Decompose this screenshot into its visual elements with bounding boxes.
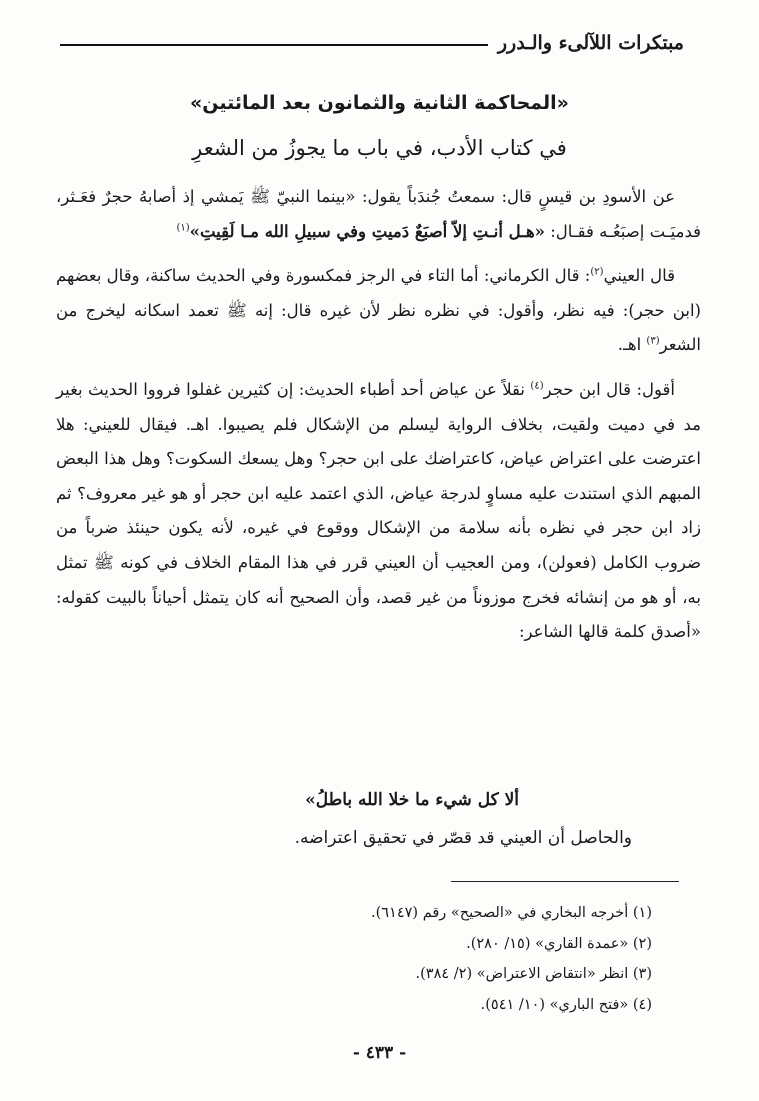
- paragraph-aini: [56, 259, 701, 363]
- footnote-4: (٤) «فتح الباري» (١٠/ ٥٤١).: [480, 996, 652, 1013]
- header-rule: [60, 44, 488, 46]
- footnote-separator: [451, 881, 679, 882]
- footnote-1: (١) أخرجه البخاري في «الصحيح» رقم (٦١٤٧).: [370, 905, 652, 921]
- closing-sentence: والحاصل أن العيني قد قصّر في تحقيق اعتراضه.: [294, 828, 632, 848]
- footnote-2: (٢) «عمدة القاري» (١٥/ ٢٨٠).: [466, 935, 652, 952]
- footnote-ref-2: (٢): [590, 266, 604, 278]
- footnote-ref-3: (٣): [646, 335, 660, 347]
- footnote-3: (٣) انظر «انتقاض الاعتراض» (٢/ ٣٨٤).: [415, 966, 652, 982]
- chapter-title: «المحاكمة الثانية والثمانون بعد المائتين»: [190, 92, 569, 114]
- hadith-line-2: حجرٌ فعَـثر، فدميَـت إصبَعُـه فقـال:: [56, 187, 701, 241]
- hadith-line-1: عن الأسودِ بن قيسٍ قال: سمعتُ جُندَباً يقول: «بينما النبيّ ﷺ يَمشي إذ أصابهُ: [139, 187, 676, 206]
- chapter-subtitle: في كتاب الأدب، في باب ما يجوزُ من الشعرِ: [192, 136, 567, 160]
- aini-intro: قال العيني: [603, 266, 675, 286]
- poetry-verse: ألا كل شيء ما خلا الله باطلُ»: [305, 790, 519, 810]
- aini-text: : قال الكرماني: أما التاء في الرجز فمكسورة وفي الحديث ساكنة، وقال بعضهم (ابن حجر): فيه نظر، وأقول: في نظره نظر لأن غيره قال: إنه ﷺ تعمد اسكانه ليخرج من الشعر: [55, 266, 701, 355]
- paragraph-hadith: [56, 180, 701, 249]
- main-text: [56, 180, 701, 654]
- book-title: مبتكرات اللآلىء والـدرر: [497, 32, 684, 54]
- aini-end: اهـ.: [617, 335, 647, 355]
- hadith-quote: «هـل أنـتِ إلاّ أصبَعٌ دَميتِ وفي سبيلِ الله مـا لَقِيتِ»: [189, 221, 545, 241]
- footnote-ref-1: (١): [176, 222, 190, 234]
- running-header: [60, 30, 684, 56]
- response-text: نقلاً عن عياض أحد أطباء الحديث: إن كثيرين غفلوا فرووا الحديث بغير مد في دميت ولقيت، بخلاف الرواية ليسلم من الإشكال فلم يصيبوا. اهـ. فيقال للعيني: هلا اعترضت على اعتراض عياض، كاعتراضك على ابن حجر؟ وهل يسعك السكوت؟ وهل هذا البعض المبهم الذي استندت عليه مساوٍ لدرجة عياض، الذي اعتمد عليه ابن حجر أو هو غير معروف؟ ثم زاد ابن حجر في نظره بأنه سلامة من الإشكال ووقوع في غيره، لأنه يكون حينئذ ضرباً من ضروب الكامل (فعولن)، ومن العجيب أن العيني قرر في هذا المقام الخلاف في كونه ﷺ تمثل به، أو هو من إنشائه فخرج موزوناً من غير قصد، وأن الصحيح أنه كان يتمثل أحياناً بالبيت كقوله: «أصدق كلمة قالها الشاعر:: [56, 379, 701, 642]
- footnote-ref-4: (٤): [530, 380, 544, 392]
- page-number: - ٤٣٣ -: [352, 1043, 407, 1063]
- response-intro: أقول: قال ابن حجر: [543, 379, 676, 399]
- footnotes: [60, 898, 652, 1020]
- paragraph-response: [56, 373, 701, 650]
